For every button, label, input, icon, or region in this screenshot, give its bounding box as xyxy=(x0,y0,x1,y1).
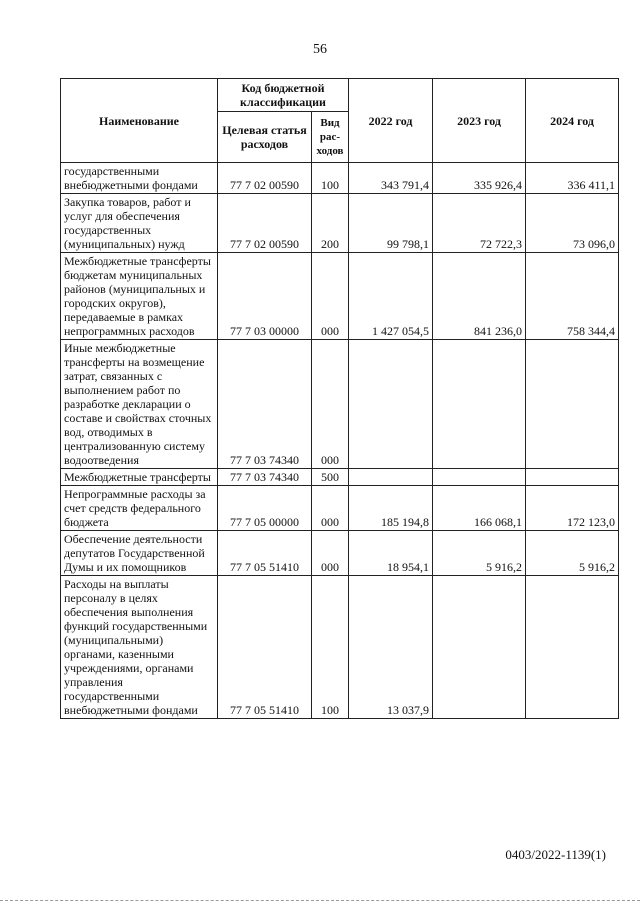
cell-vid: 000 xyxy=(312,340,349,469)
cell-y2022: 185 194,8 xyxy=(349,486,433,531)
table-row xyxy=(61,531,619,576)
header-name: Наименование xyxy=(61,79,218,163)
header-2022: 2022 год xyxy=(349,79,433,163)
cell-vid: 200 xyxy=(312,194,349,253)
cell-y2022: 99 798,1 xyxy=(349,194,433,253)
header-expense-type: Вид рас-ходов xyxy=(312,112,349,163)
cell-y2024 xyxy=(526,576,619,719)
cell-y2022: 1 427 054,5 xyxy=(349,253,433,340)
cell-y2022 xyxy=(349,469,433,486)
cell-vid: 000 xyxy=(312,253,349,340)
header-target-article: Целевая статья расходов xyxy=(218,112,312,163)
cell-vid: 500 xyxy=(312,469,349,486)
cell-y2023 xyxy=(433,469,526,486)
header-row-top xyxy=(61,79,619,112)
cell-name: государственными внебюджетными фондами xyxy=(61,163,218,194)
cell-y2024: 758 344,4 xyxy=(526,253,619,340)
cell-name: Непрограммные расходы за счет средств федерального бюджета xyxy=(61,486,218,531)
header-2023: 2023 год xyxy=(433,79,526,163)
cell-code: 77 7 05 51410 xyxy=(218,576,312,719)
cell-vid: 100 xyxy=(312,163,349,194)
cell-name: Закупка товаров, работ и услуг для обеспечения государственных (муниципальных) нужд xyxy=(61,194,218,253)
cell-name: Иные межбюджетные трансферты на возмещение затрат, связанных с выполнением работ по разработке декларации о составе и свойствах сточных вод, отводимых в централизованную систему водоотведения xyxy=(61,340,218,469)
budget-table xyxy=(60,78,619,719)
cell-y2024 xyxy=(526,340,619,469)
table-row xyxy=(61,253,619,340)
table-body xyxy=(61,163,619,719)
cell-y2022 xyxy=(349,340,433,469)
scan-edge-divider xyxy=(0,900,640,901)
cell-name: Расходы на выплаты персоналу в целях обеспечения выполнения функций государственными (муниципальными) органами, казенными учреждениями, органами управления государственными внебюджетными фондами xyxy=(61,576,218,719)
cell-code: 77 7 05 51410 xyxy=(218,531,312,576)
cell-y2023: 5 916,2 xyxy=(433,531,526,576)
cell-y2022: 18 954,1 xyxy=(349,531,433,576)
cell-y2022: 13 037,9 xyxy=(349,576,433,719)
cell-y2024: 172 123,0 xyxy=(526,486,619,531)
cell-y2024: 5 916,2 xyxy=(526,531,619,576)
cell-y2024: 336 411,1 xyxy=(526,163,619,194)
cell-name: Межбюджетные трансферты xyxy=(61,469,218,486)
cell-code: 77 7 03 74340 xyxy=(218,469,312,486)
table-row xyxy=(61,194,619,253)
table-row xyxy=(61,340,619,469)
cell-y2023: 72 722,3 xyxy=(433,194,526,253)
cell-vid: 100 xyxy=(312,576,349,719)
table-row xyxy=(61,163,619,194)
cell-y2023: 841 236,0 xyxy=(433,253,526,340)
cell-code: 77 7 02 00590 xyxy=(218,194,312,253)
table-row xyxy=(61,576,619,719)
cell-code: 77 7 03 00000 xyxy=(218,253,312,340)
header-2024: 2024 год xyxy=(526,79,619,163)
table-row xyxy=(61,486,619,531)
cell-y2024 xyxy=(526,469,619,486)
cell-name: Межбюджетные трансферты бюджетам муниципальных районов (муниципальных и городских округов), передаваемые в рамках непрограммных расходов xyxy=(61,253,218,340)
document-id: 0403/2022-1139(1) xyxy=(505,847,606,862)
cell-vid: 000 xyxy=(312,531,349,576)
header-code-group: Код бюджетной классификации xyxy=(218,79,349,112)
cell-y2023 xyxy=(433,340,526,469)
cell-y2022: 343 791,4 xyxy=(349,163,433,194)
page-number: 56 xyxy=(313,42,327,57)
table-row xyxy=(61,469,619,486)
cell-code: 77 7 03 74340 xyxy=(218,340,312,469)
cell-code: 77 7 05 00000 xyxy=(218,486,312,531)
cell-y2023: 335 926,4 xyxy=(433,163,526,194)
cell-y2023 xyxy=(433,576,526,719)
cell-y2023: 166 068,1 xyxy=(433,486,526,531)
cell-code: 77 7 02 00590 xyxy=(218,163,312,194)
cell-y2024: 73 096,0 xyxy=(526,194,619,253)
cell-vid: 000 xyxy=(312,486,349,531)
cell-name: Обеспечение деятельности депутатов Государственной Думы и их помощников xyxy=(61,531,218,576)
